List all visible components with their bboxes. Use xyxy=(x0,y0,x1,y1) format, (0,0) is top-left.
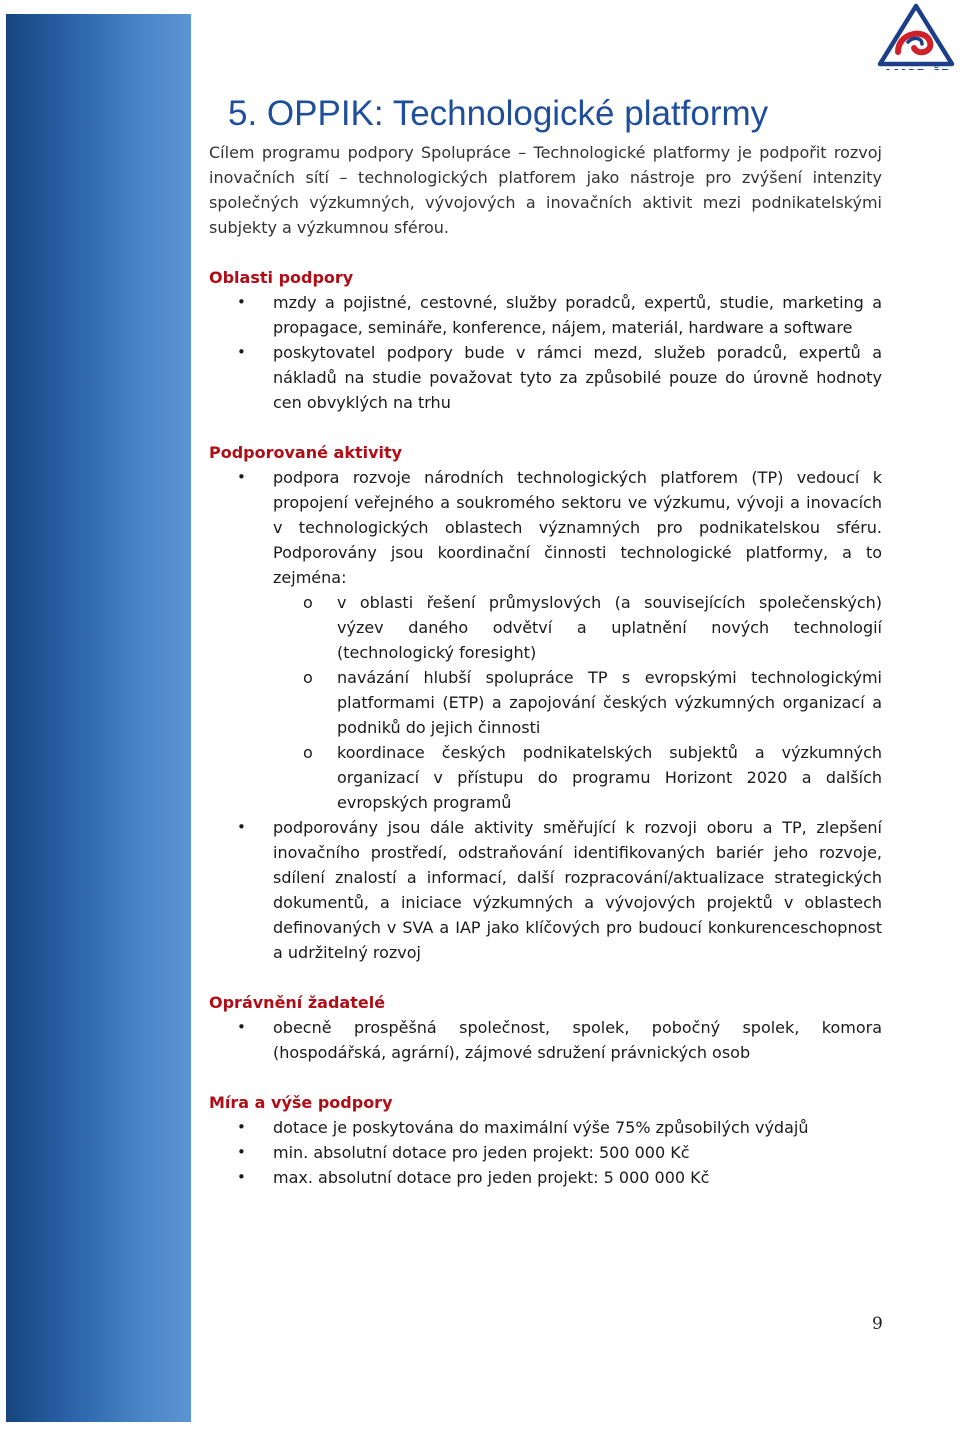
section-mira-a-vyse-podpory xyxy=(209,1090,882,1190)
list-item-text: podpora rozvoje národních technologických platforem (TP) vedoucí k propojení veřejného a soukromého sektoru ve výzkumu, vývoji a inovacích v technologických oblastech významných pro podnikatelskou sféru. Podporovány jsou koordinační činnosti technologické platformy, a to zejména: xyxy=(273,468,882,587)
bullet-list xyxy=(209,290,882,415)
document-body xyxy=(209,140,882,1190)
list-item: • poskytovatel podpory bude v rámci mezd, služeb poradců, expertů a nákladů na studie považovat tyto za způsobilé pouze do úrovně hodnoty cen obvyklých na trhu xyxy=(209,340,882,415)
section-heading: Oprávnění žadatelé xyxy=(209,993,386,1012)
bullet-list xyxy=(209,1015,882,1065)
bullet-list xyxy=(209,465,882,965)
logo-emblem-icon xyxy=(874,2,958,72)
section-heading: Míra a výše podpory xyxy=(209,1093,393,1112)
list-item xyxy=(209,465,882,815)
list-item: • mzdy a pojistné, cestovné, služby poradců, expertů, studie, marketing a propagace, semináře, konference, nájem, materiál, hardware a software xyxy=(209,290,882,340)
list-item: • obecně prospěšná společnost, spolek, pobočný spolek, komora (hospodářská, agrární), zájmové sdružení právnických osob xyxy=(209,1015,882,1065)
page-title: 5. OPPIK: Technologické platformy xyxy=(228,94,769,133)
list-item: • podporovány jsou dále aktivity směřující k rozvoji oboru a TP, zlepšení inovačního prostředí, odstraňování identifikovaných bariér jeho rozvoje, sdílení znalostí a informací, další rozpracování/aktualizace strategických dokumentů, a iniciace výzkumných a vývojových projektů v oblastech definovaných v SVA a IAP jako klíčových pro budoucí konkurenceschopnost a udržitelný rozvoj xyxy=(209,815,882,965)
section-podporovane-aktivity xyxy=(209,440,882,965)
decorative-sidebar xyxy=(6,14,191,1422)
bullet-list xyxy=(209,1115,882,1190)
section-heading: Podporované aktivity xyxy=(209,443,403,462)
list-item: • dotace je poskytována do maximální výše 75% způsobilých výdajů xyxy=(209,1115,882,1140)
intro-paragraph: Cílem programu podpory Spolupráce – Technologické platformy je podpořit rozvoj inovačních sítí – technologických platforem jako nástroje pro zvýšení intenzity společných výzkumných, vývojových a inovačních aktivit mezi podnikatelskými subjekty a výzkumnou sférou. xyxy=(209,143,882,237)
section-heading: Oblasti podpory xyxy=(209,268,354,287)
section-opravneni-zadatele xyxy=(209,990,882,1065)
page-number: 9 xyxy=(872,1314,883,1334)
section-oblasti-podpory xyxy=(209,265,882,415)
document-page xyxy=(192,70,960,1433)
sub-list-item: o navázání hlubší spolupráce TP s evropskými technologickými platformami (ETP) a zapojování českých výzkumných organizací a podniků do jejich činnosti xyxy=(273,665,882,740)
list-item: • min. absolutní dotace pro jeden projekt: 500 000 Kč xyxy=(209,1140,882,1165)
list-item: • max. absolutní dotace pro jeden projekt: 5 000 000 Kč xyxy=(209,1165,882,1190)
sub-list-item: o v oblasti řešení průmyslových (a souvisejících společenských) výzev daného odvětví a uplatnění nových technologií (technologický foresight) xyxy=(273,590,882,665)
sub-list-item: o koordinace českých podnikatelských subjektů a výzkumných organizací v přístupu do programu Horizont 2020 a dalších evropských programů xyxy=(273,740,882,815)
sub-list xyxy=(273,590,882,815)
